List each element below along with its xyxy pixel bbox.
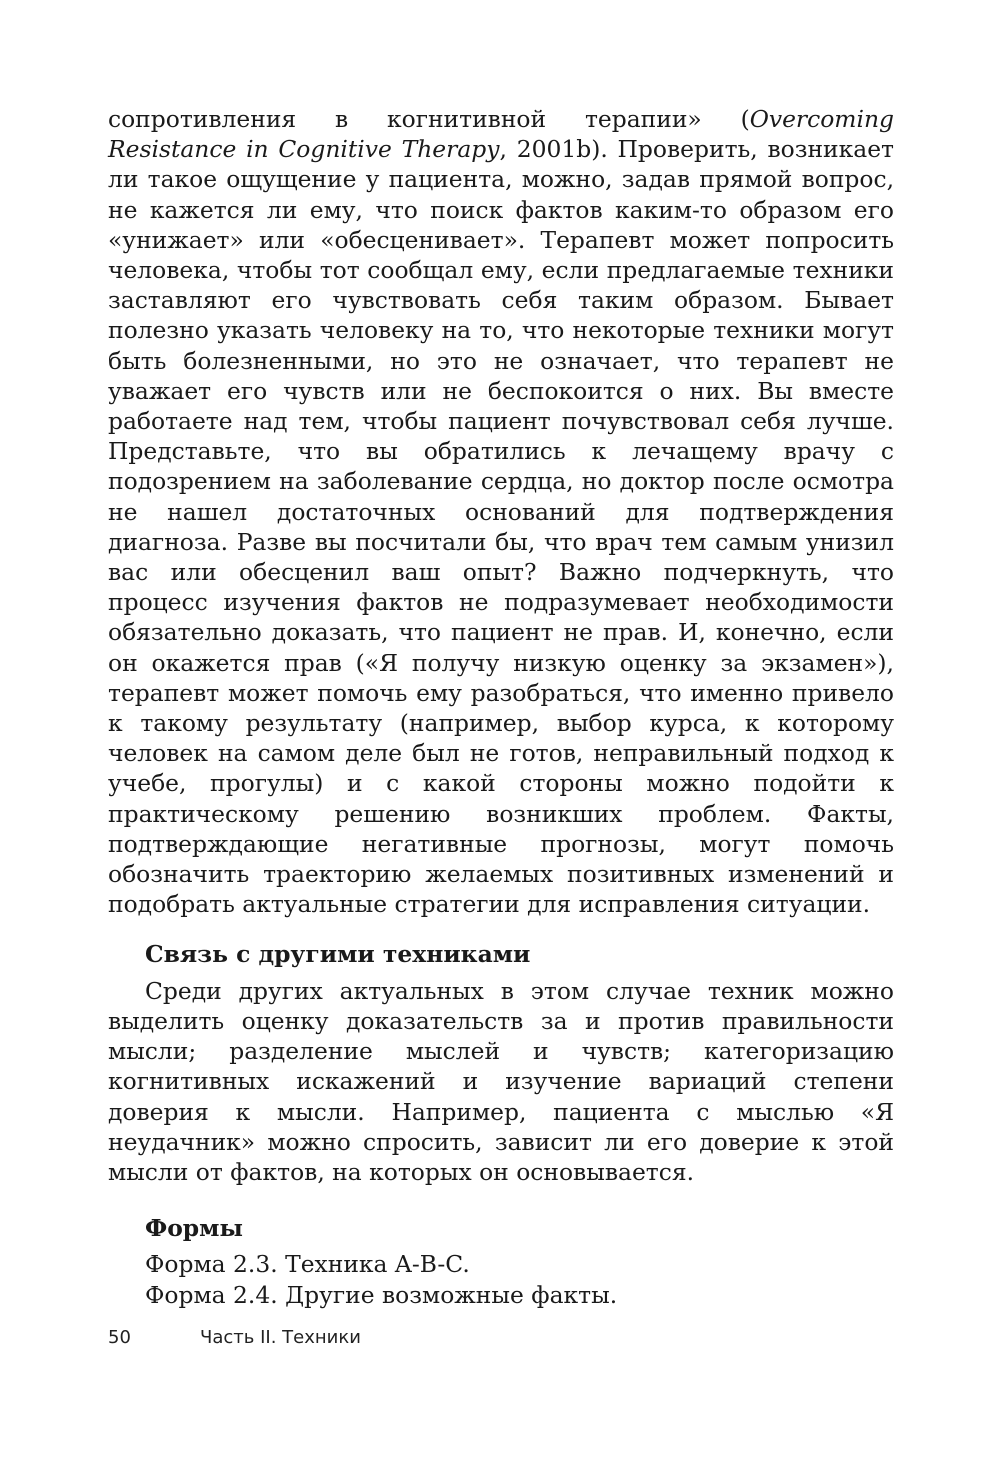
paragraph-text-rest: , 2001b). Проверить, возникает ли такое ощущение у пациента, можно, задав прямой вопрос, не кажется ли ему, что поиск фактов каким-то образом его «унижает» или «обесценивает». Терапевт может попросить человека, чтобы тот сообщал ему, если предлагаемые техники заставляют его чувствовать себя таким образом. Бывает полезно указать человеку на то, что некоторые техники могут быть болезненными, но это не означает, что терапевт не уважает его чувств или не беспокоится о них. Вы вместе работаете над тем, чтобы пациент почувствовал себя лучше. Представьте, что вы обратились к лечащему врачу с подозрением на заболевание сердца, но доктор после осмотра не нашел достаточных оснований для подтверждения диагноза. Разве вы посчитали бы, что врач тем самым унизил вас или обесценил ваш опыт? Важно подчеркнуть, что процесс изучения фактов не подразумевает необходимости обязательно доказать, что пациент не прав. И, конечно, если он окажется прав («Я получу низкую оценку за экзамен»), терапевт может помочь ему разобраться, что именно привело к такому результату (например, выбор курса, к которому человек на самом деле был не готов, неправильный подход к учебе, прогулы) и с какой стороны можно подойти к практическому решению возникших проблем. Факты, подтверждающие негативные прогнозы, могут помочь обозначить траекторию желаемых позитивных изменений и подобрать актуальные стратегии для исправления ситуации. [108, 135, 894, 919]
section-heading-related-techniques: Связь с другими техниками [145, 940, 531, 969]
form-item: Форма 2.4. Другие возможные факты. [145, 1280, 618, 1309]
book-title: Overcoming Resistance in Cognitive Therapy [108, 105, 894, 164]
paragraph-text-start: сопротивления в когнитивной терапии» ( [108, 105, 750, 133]
section-heading-forms: Формы [145, 1214, 243, 1243]
page-body [108, 104, 894, 1310]
related-techniques-paragraph: Среди других актуальных в этом случае техник можно выделить оценку доказательств за и против правильности мысли; разделение мыслей и чувств; категоризацию когнитивных искажений и изучение вариаций степени доверия к мысли. Например, пациента с мыслью «Я неудачник» можно спросить, зависит ли его доверие к этой мысли от фактов, на которых он основывается. [108, 976, 894, 1186]
body-paragraph [108, 104, 894, 919]
page-number: 50 [108, 1327, 131, 1348]
form-item: Форма 2.3. Техника A-B-C. [145, 1250, 470, 1279]
running-head: Часть II. Техники [200, 1327, 361, 1348]
forms-list [108, 1249, 894, 1309]
